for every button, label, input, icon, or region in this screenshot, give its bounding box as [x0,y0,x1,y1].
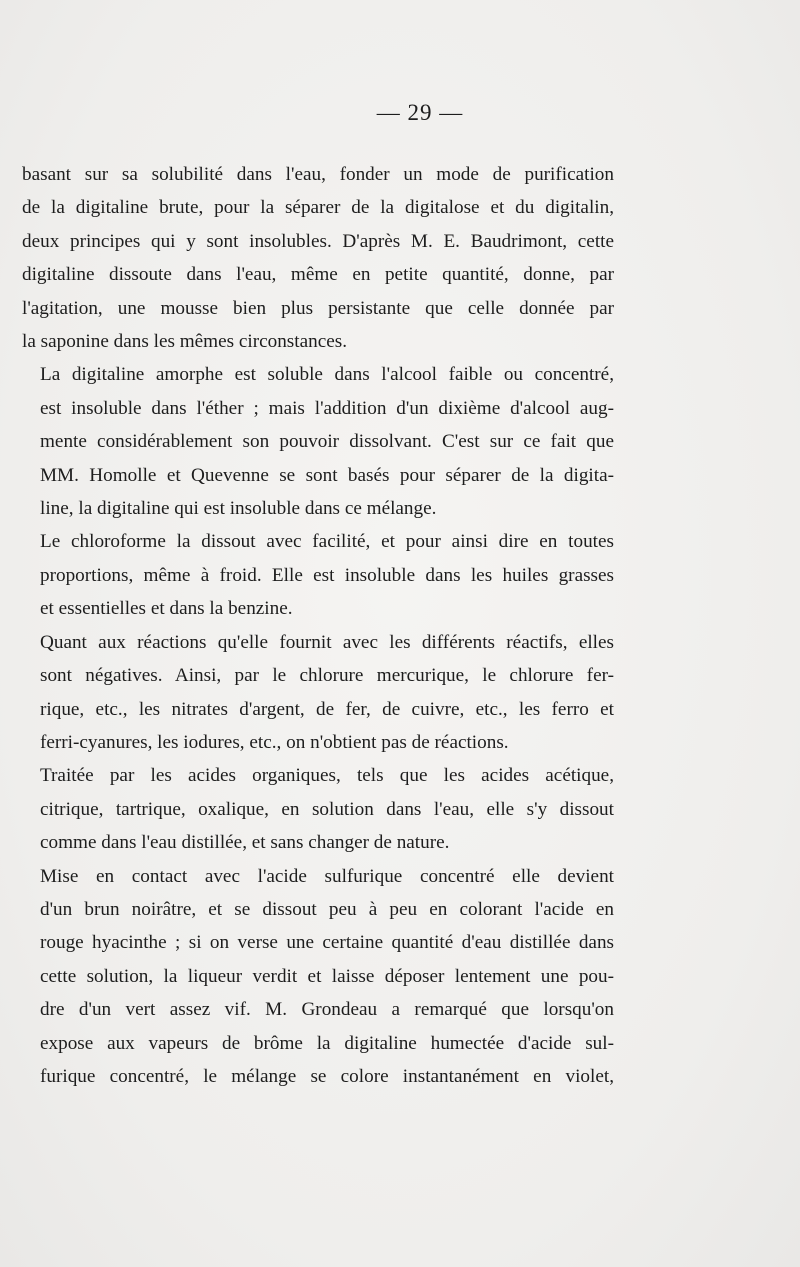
text-line: de la digitaline brute, pour la séparer de la digitalose et du digitalin, [22,197,614,219]
text-line: l'agitation, une mousse bien plus persistante que celle donnée par [22,297,614,319]
text-line: d'un brun noirâtre, et se dissout peu à peu en colorant l'acide en [40,898,614,920]
text-line: digitaline dissoute dans l'eau, même en petite quantité, donne, par [22,264,614,286]
text-line: sont négatives. Ainsi, par le chlorure mercurique, le chlorure fer- [40,665,614,687]
text-line: Mise en contact avec l'acide sulfurique concentré elle devient [40,865,614,887]
text-line: est insoluble dans l'éther ; mais l'addition d'un dixième d'alcool aug- [40,397,614,419]
page-number: — 29 — [376,100,464,125]
paragraph-5 [22,759,614,859]
text-line: et essentielles et dans la benzine. [40,598,293,620]
text-line: Traitée par les acides organiques, tels que les acides acétique, [40,765,614,787]
text-line: la saponine dans les mêmes circonstances. [22,331,348,353]
paragraph-6 [22,860,614,1094]
text-line: ferri-cyanures, les iodures, etc., on n'obtient pas de réactions. [40,731,509,753]
text-line: deux principes qui y sont insolubles. D'après M. E. Baudrimont, cette [22,230,614,252]
paragraph-4 [22,626,614,760]
text-line: proportions, même à froid. Elle est insoluble dans les huiles grasses [40,564,614,586]
paragraph-3 [22,525,614,625]
text-line: furique concentré, le mélange se colore instantanément en violet, [40,1065,614,1087]
text-line: Quant aux réactions qu'elle fournit avec les différents réactifs, elles [40,631,614,653]
text-line: dre d'un vert assez vif. M. Grondeau a remarqué que lorsqu'on [40,999,614,1021]
text-line: line, la digitaline qui est insoluble dans ce mélange. [40,498,437,520]
paragraph-1 [22,158,614,358]
text-line: MM. Homolle et Quevenne se sont basés pour séparer de la digita- [40,464,614,486]
text-line: La digitaline amorphe est soluble dans l'alcool faible ou concentré, [40,364,614,386]
text-line: basant sur sa solubilité dans l'eau, fonder un mode de purification [22,164,614,185]
text-line: expose aux vapeurs de brôme la digitaline humectée d'acide sul- [40,1032,614,1054]
paragraph-2 [22,358,614,525]
text-line: citrique, tartrique, oxalique, en solution dans l'eau, elle s'y dissout [40,798,614,820]
body-text [22,158,614,1093]
text-line: mente considérablement son pouvoir dissolvant. C'est sur ce fait que [40,431,614,453]
text-line: cette solution, la liqueur verdit et laisse déposer lentement une pou- [40,965,614,987]
text-line: Le chloroforme la dissout avec facilité, et pour ainsi dire en toutes [40,531,614,553]
text-line: rique, etc., les nitrates d'argent, de fer, de cuivre, etc., les ferro et [40,698,614,720]
text-line: rouge hyacinthe ; si on verse une certaine quantité d'eau distillée dans [40,932,614,954]
text-line: comme dans l'eau distillée, et sans changer de nature. [40,832,450,854]
